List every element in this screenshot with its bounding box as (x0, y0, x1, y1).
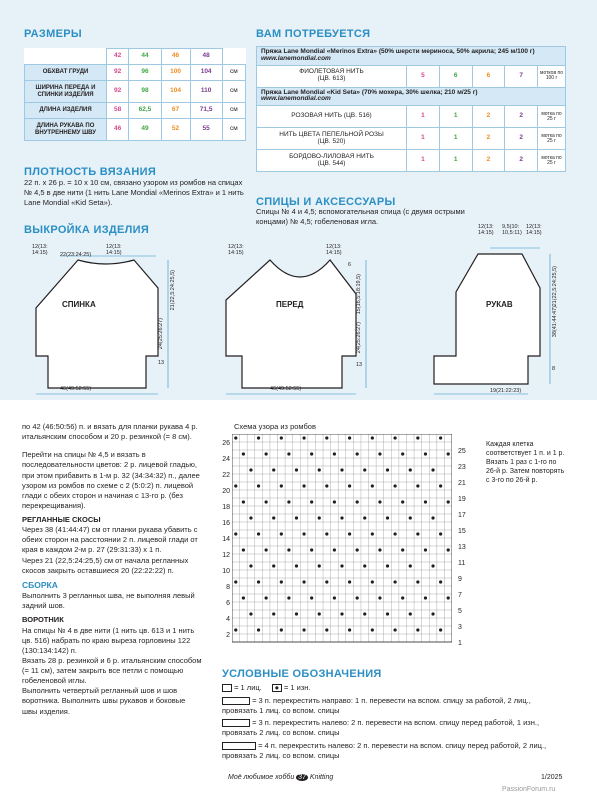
purl-dot (340, 612, 343, 615)
purl-dot (295, 612, 298, 615)
purl-dot (234, 580, 237, 583)
row-number: 26 (222, 440, 230, 447)
purl-dot (401, 500, 404, 503)
purl-dot (340, 516, 343, 519)
row-number: 25 (458, 448, 466, 455)
purl-dot (265, 548, 268, 551)
knit-symbol (222, 684, 232, 692)
footer-magazine: Моё любимое хобби 37 Knitting (228, 774, 334, 781)
purl-dot (333, 452, 336, 455)
purl-dot (363, 516, 366, 519)
instructions-column: по 42 (46:50:56) п. и вязать для планки рукава 4 р. итальянским способом и 20 р. резинкой (= 8 см). Перейти на спицы № 4,5 и вязать в последовательности цветов: 2 р. лицевой гладью, при этом прибавить в 1-м р. 32 (34:34:32) п., далее узором из ромбов по схеме с 2 (5:0:2) п. лицевой глади с обеих сторон и начиная с 13-го р. (без перекрещивания). РЕГЛАННЫЕ СКОСЫ Через 38 (41:44:47) см от планки рукава убавить с обеих сторон на расстоянии 2 п. лицевой глади от края в каждом 2-м р. 27 (29:31:33) х 1 п. Через 21 (22,5:24:25,5) см от начала регланных скосов закрыть оставшиеся 20 (22:22:22) п. СБОРКА Выполнить 3 регланных шва, не выполняя левый задний шов. ВОРОТНИК На спицы № 4 в две нити (1 нить цв. 613 и 1 нить цв. 516) набрать по краю выреза горловины 122 (130:134:142) п. Вязать 28 р. резинкой и 6 р. итальянским способом (= 11 см), затем закрыть все петли с помощью гобеленовой иглы. Выполнить четвертый регланный шов и шов воротника. Выполнить швы рукавов и боковые швы изделия. (22, 422, 202, 716)
row-number: 20 (222, 488, 230, 495)
row-number: 23 (458, 464, 466, 471)
purl-dot (280, 484, 283, 487)
purl-dot (356, 596, 359, 599)
row-number: 22 (222, 472, 230, 479)
front-label: ПЕРЕД (276, 300, 304, 309)
purl-dot (287, 548, 290, 551)
purl-dot (325, 532, 328, 535)
purl-dot (378, 452, 381, 455)
back-label: СПИНКА (62, 300, 96, 309)
purl-dot (348, 580, 351, 583)
row-number: 14 (222, 536, 230, 543)
purl-dot (302, 436, 305, 439)
purl-dot (416, 484, 419, 487)
purl-dot (447, 500, 450, 503)
watermark: PassionForum.ru (502, 786, 556, 793)
purl-dot (363, 564, 366, 567)
row-number: 15 (458, 528, 466, 535)
purl-dot (348, 484, 351, 487)
row-number: 4 (226, 616, 230, 623)
purl-dot (265, 596, 268, 599)
purl-symbol: ● (272, 684, 282, 692)
purl-dot (280, 580, 283, 583)
row-number: 5 (458, 608, 462, 615)
purl-dot (287, 596, 290, 599)
purl-dot (340, 468, 343, 471)
purl-dot (348, 628, 351, 631)
purl-dot (340, 564, 343, 567)
purl-dot (257, 484, 260, 487)
purl-dot (394, 628, 397, 631)
cross-right-symbol (222, 697, 250, 705)
row-number: 1 (458, 640, 462, 647)
purl-dot (439, 436, 442, 439)
sleeve-label: РУКАВ (486, 300, 513, 309)
purl-dot (401, 596, 404, 599)
purl-dot (386, 468, 389, 471)
row-number: 11 (458, 560, 466, 567)
purl-dot (287, 500, 290, 503)
purl-dot (333, 596, 336, 599)
purl-dot (431, 564, 434, 567)
purl-dot (302, 532, 305, 535)
purl-dot (333, 548, 336, 551)
purl-dot (416, 532, 419, 535)
purl-dot (409, 564, 412, 567)
purl-dot (431, 612, 434, 615)
purl-dot (272, 564, 275, 567)
purl-dot (302, 580, 305, 583)
row-number: 13 (458, 544, 466, 551)
purl-dot (272, 516, 275, 519)
sleeve-piece (434, 254, 540, 384)
purl-dot (295, 468, 298, 471)
purl-dot (310, 500, 313, 503)
row-number: 18 (222, 504, 230, 511)
purl-dot (447, 548, 450, 551)
purl-dot (325, 436, 328, 439)
sizes-table: 42 44 46 48 ОБХВАТ ГРУДИ 92 96 100 104 см ШИРИНА ПЕРЕДА И СПИНКИ ИЗДЕЛИЯ 92 98 104 110 см ДЛИНА ИЗДЕЛИЯ 58 62,5 67 71,5 см ДЛИНА РУКАВА ПО ВНУТРЕННЕМУ ШВУ 46 49 52 55 см (24, 48, 246, 141)
purl-dot (394, 484, 397, 487)
purl-dot (318, 468, 321, 471)
row-number: 9 (458, 576, 462, 583)
purl-dot (409, 612, 412, 615)
purl-dot (272, 468, 275, 471)
purl-dot (265, 500, 268, 503)
sizes-title: РАЗМЕРЫ (24, 28, 82, 40)
chart-title: Схема узора из ромбов (234, 422, 316, 431)
purl-dot (356, 548, 359, 551)
row-number: 17 (458, 512, 466, 519)
purl-dot (234, 628, 237, 631)
purl-dot (371, 484, 374, 487)
purl-dot (401, 452, 404, 455)
purl-dot (409, 516, 412, 519)
purl-dot (265, 452, 268, 455)
row-number: 8 (226, 584, 230, 591)
purl-dot (447, 596, 450, 599)
purl-dot (431, 468, 434, 471)
purl-dot (325, 484, 328, 487)
garment-schematics (20, 238, 580, 400)
purl-dot (439, 532, 442, 535)
purl-dot (234, 484, 237, 487)
purl-dot (439, 484, 442, 487)
purl-dot (249, 516, 252, 519)
footer-issue: 1/2025 (541, 774, 563, 781)
purl-dot (234, 532, 237, 535)
purl-dot (424, 596, 427, 599)
purl-dot (242, 452, 245, 455)
front-piece (226, 260, 356, 388)
purl-dot (371, 436, 374, 439)
purl-dot (310, 548, 313, 551)
purl-dot (318, 564, 321, 567)
purl-dot (242, 596, 245, 599)
purl-dot (424, 548, 427, 551)
row-number: 16 (222, 520, 230, 527)
row-number: 12 (222, 552, 230, 559)
purl-dot (242, 548, 245, 551)
purl-dot (318, 612, 321, 615)
purl-dot (447, 452, 450, 455)
chart-rows-right (458, 444, 472, 652)
row-number: 2 (226, 632, 230, 639)
cross-left-4-symbol (222, 742, 256, 750)
purl-dot (280, 436, 283, 439)
density-title: ПЛОТНОСТЬ ВЯЗАНИЯ (24, 166, 157, 178)
diamond-chart (232, 434, 452, 646)
purl-dot (371, 580, 374, 583)
purl-dot (325, 628, 328, 631)
purl-dot (439, 580, 442, 583)
purl-dot (234, 436, 237, 439)
purl-dot (439, 628, 442, 631)
row-number: 7 (458, 592, 462, 599)
pattern-title: ВЫКРОЙКА ИЗДЕЛИЯ (24, 224, 150, 236)
row-number: 24 (222, 456, 230, 463)
purl-dot (386, 612, 389, 615)
purl-dot (356, 500, 359, 503)
needles-text: Спицы № 4 и 4,5; вспомогательная спица (с двумя острыми концами) № 4,5; гобеленовая игла. (256, 207, 465, 226)
purl-dot (431, 516, 434, 519)
purl-dot (325, 580, 328, 583)
purl-dot (310, 596, 313, 599)
purl-dot (272, 612, 275, 615)
purl-dot (424, 500, 427, 503)
purl-dot (310, 452, 313, 455)
legend-body: = 1 лиц. ● = 1 изн. = 3 п. перекрестить направо: 1 п. перевести на вспом. спицу за работой, 2 лиц., провязать 1 лиц. со вспом. спицы = 3 п. перекрестить налево: 2 п. перевести на вспом. спицу перед работой, 1 изн., провязать 2 лиц. со вспом. спицы = 4 п. перекрестить налево: 2 п. перевести на вспом. спицу перед работой, 2 лиц., провязать 2 лиц. со вспом. спицы (222, 683, 547, 760)
purl-dot (386, 564, 389, 567)
chart-rows-left (216, 436, 230, 644)
purl-dot (363, 612, 366, 615)
purl-dot (363, 468, 366, 471)
purl-dot (257, 580, 260, 583)
row-number: 21 (458, 480, 466, 487)
purl-dot (394, 436, 397, 439)
purl-dot (257, 532, 260, 535)
purl-dot (280, 628, 283, 631)
purl-dot (394, 532, 397, 535)
purl-dot (401, 548, 404, 551)
row-number: 3 (458, 624, 462, 631)
purl-dot (249, 468, 252, 471)
purl-dot (409, 468, 412, 471)
purl-dot (424, 452, 427, 455)
back-piece (36, 260, 158, 388)
row-number: 19 (458, 496, 466, 503)
purl-dot (416, 436, 419, 439)
purl-dot (295, 516, 298, 519)
row-number: 10 (222, 568, 230, 575)
purl-dot (371, 628, 374, 631)
purl-dot (371, 532, 374, 535)
purl-dot (348, 532, 351, 535)
purl-dot (348, 436, 351, 439)
density-text: 22 п. х 26 р. = 10 х 10 см, связано узором из ромбов на спицах № 4,5 в две нити (1 нить Lane Mondial «Merinos Extra» и 1 нить Lane Mondial «Kid Seta»). (24, 178, 244, 207)
purl-dot (302, 628, 305, 631)
purl-dot (280, 532, 283, 535)
purl-dot (416, 580, 419, 583)
purl-dot (333, 500, 336, 503)
chart-note: Каждая клетка соответствует 1 п. и 1 р. Вязать 1 раз с 1-го по 26-й р. Затем повторять с 3-го по 26-й р. (486, 441, 565, 485)
yarn-table: Пряжа Lane Mondial «Merinos Extra» (50% шерсти мериноса, 50% акрила; 245 м/100 г) www.lanemondial.com ФИОЛЕТОВАЯ НИТЬ (ЦВ. 613) 5 6 6 7 мотков по 100 г Пряжа Lane Mondial «Kid Seta» (70% мохера, 30% шелка; 210 м/25 г) www.lanemondial.com РОЗОВАЯ НИТЬ (ЦВ. 516) 1 1 2 2 мотка по 25 г НИТЬ ЦВЕТА ПЕПЕЛЬНОЙ РОЗЫ (ЦВ. 520) 1 1 2 2 мотка по 25 г БОРДОВО-ЛИЛОВАЯ НИТЬ (ЦВ. 544) 1 1 2 2 мотка по 25 г (256, 46, 566, 172)
purl-dot (318, 516, 321, 519)
row-number: 6 (226, 600, 230, 607)
purl-dot (242, 500, 245, 503)
purl-dot (257, 628, 260, 631)
purl-dot (302, 484, 305, 487)
needles-title: СПИЦЫ И АКСЕССУАРЫ (256, 196, 396, 208)
purl-dot (356, 452, 359, 455)
purl-dot (378, 548, 381, 551)
purl-dot (257, 436, 260, 439)
purl-dot (378, 596, 381, 599)
purl-dot (378, 500, 381, 503)
cross-left-symbol (222, 719, 250, 727)
purl-dot (394, 580, 397, 583)
purl-dot (249, 564, 252, 567)
purl-dot (295, 564, 298, 567)
need-title: ВАМ ПОТРЕБУЕТСЯ (256, 28, 371, 40)
purl-dot (416, 628, 419, 631)
purl-dot (386, 516, 389, 519)
purl-dot (249, 612, 252, 615)
purl-dot (287, 452, 290, 455)
legend-title: УСЛОВНЫЕ ОБОЗНАЧЕНИЯ (222, 668, 382, 680)
